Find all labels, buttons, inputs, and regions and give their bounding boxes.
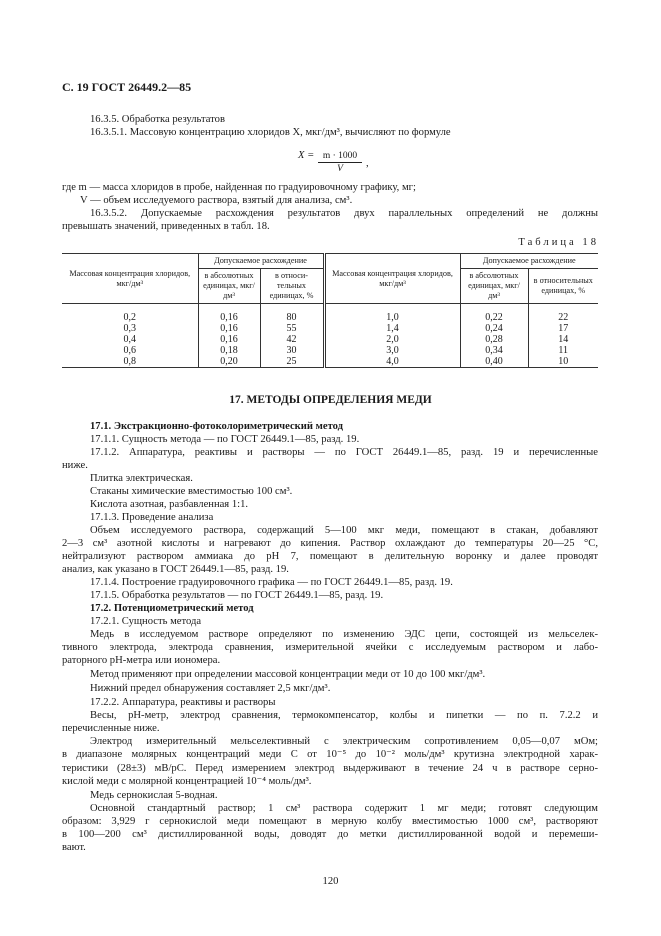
cell: 22 — [528, 304, 598, 324]
section-title-17: 17. МЕТОДЫ ОПРЕДЕЛЕНИЯ МЕДИ — [229, 394, 432, 406]
table-row — [62, 304, 598, 324]
cell: 55 — [260, 323, 324, 334]
paragraph-line: Электрод измерительный мельселективный с электрическим сопротивлением 0,05—0,07 мОм; — [90, 736, 598, 747]
paragraph-line: Основной стандартный раствор; 1 см³ раствора содержит 1 мг меди; готовят следующим — [90, 803, 598, 814]
col-header-concentration-left: Массовая концентрация хлоридов, мкг/дм³ — [62, 254, 198, 304]
paragraph-16-3-5-2-cont: превышать значений, приведенных в табл. 18. — [62, 221, 270, 232]
table-row — [62, 334, 598, 345]
cell: 1,4 — [324, 323, 460, 334]
cell: 0,20 — [198, 356, 260, 368]
cell: 0,18 — [198, 345, 260, 356]
cell: 0,6 — [62, 345, 198, 356]
cell: 80 — [260, 304, 324, 324]
paragraph-line: нейтрализуют раствором аммиака до рН 7, помещают в делительную воронку и далее проводят — [62, 551, 598, 562]
table-row — [62, 323, 598, 334]
where-v: V — объем исследуемого раствора, взятый для анализа, см³. — [80, 195, 353, 206]
page-number: 120 — [322, 876, 339, 887]
table-18 — [62, 253, 598, 368]
paragraph-line: анализ, как указано в ГОСТ 26449.1—85, разд. 19. — [62, 564, 289, 575]
paragraph-17-1-1: 17.1.1. Сущность метода — по ГОСТ 26449.1—85, разд. 19. — [90, 434, 360, 445]
cell: 0,22 — [460, 304, 528, 324]
paragraph-line: Медь в исследуемом растворе определяют по изменению ЭДС цепи, состоящей из мельселек- — [90, 629, 598, 640]
cell: 0,34 — [460, 345, 528, 356]
paragraph-line: 2—3 см³ азотной кислоты и нагревают до кипения. Раствор охлаждают до температуры 20—25 °С, — [62, 538, 598, 549]
table-row — [62, 356, 598, 368]
col-header-tolerance-right: Допускаемое расхождение — [460, 254, 598, 269]
page-header: С. 19 ГОСТ 26449.2—85 — [62, 80, 192, 94]
cell: 3,0 — [324, 345, 460, 356]
cell: 0,8 — [62, 356, 198, 368]
paragraph-17-1-4: 17.1.4. Построение градуировочного графика — по ГОСТ 26449.1—85, разд. 19. — [90, 577, 453, 588]
paragraph-line: вают. — [62, 842, 86, 853]
col-header-tolerance-left: Допускаемое расхождение — [198, 254, 324, 269]
col-header-absolute-right: в абсолютных единицах, мкг/дм³ — [460, 269, 528, 304]
cell: 4,0 — [324, 356, 460, 368]
cell: 42 — [260, 334, 324, 345]
heading-17-1: 17.1. Экстракционно-фотоколориметрический метод — [90, 421, 343, 432]
cell: 0,24 — [460, 323, 528, 334]
cell: 10 — [528, 356, 598, 368]
list-item: Медь сернокислая 5-водная. — [90, 790, 218, 801]
cell: 11 — [528, 345, 598, 356]
paragraph-line: в 100—200 см³ дистиллированной воды, доводят до метки дистиллированной водой и перемеши- — [62, 829, 598, 840]
cell: 0,16 — [198, 323, 260, 334]
paragraph-line: образом: 3,929 г сернокислой меди помещают в мерную колбу вместимостью 1000 см³, растворяют — [62, 816, 598, 827]
cell: 1,0 — [324, 304, 460, 324]
table-caption: Таблица 18 — [518, 237, 599, 248]
paragraph-17-1-2: 17.1.2. Аппаратура, реактивы и растворы — по ГОСТ 26449.1—85, разд. 19 и перечисленные — [90, 447, 598, 458]
cell: 0,16 — [198, 304, 260, 324]
paragraph-line: в диапазоне молярных концентраций меди C от 10⁻⁵ до 10⁻² моль/дм³ крутизна электродной харак- — [62, 749, 598, 760]
paragraph-17-2-1: 17.2.1. Сущность метода — [90, 616, 202, 627]
paragraph-16-3-5-2: 16.3.5.2. Допускаемые расхождения результатов двух параллельных определений не должны — [90, 208, 598, 219]
list-item: Стаканы химические вместимостью 100 см³. — [90, 486, 293, 497]
paragraph-17-2-2: 17.2.2. Аппаратура, реактивы и растворы — [90, 697, 276, 708]
formula-lhs: X = — [298, 150, 315, 161]
formula-numerator: m · 1000 — [318, 151, 362, 163]
formula-fraction — [318, 151, 362, 174]
cell: 25 — [260, 356, 324, 368]
paragraph-line: Объем исследуемого раствора, содержащий 5—100 мкг меди, помещают в стакан, добавляют — [90, 525, 598, 536]
cell: 0,16 — [198, 334, 260, 345]
table-row — [62, 345, 598, 356]
col-header-relative-right: в относительных единицах, % — [528, 269, 598, 304]
heading-17-2: 17.2. Потенциометрический метод — [90, 603, 254, 614]
cell: 0,4 — [62, 334, 198, 345]
paragraph-line: перечисленные ниже. — [62, 723, 160, 734]
where-m: где m — масса хлоридов в пробе, найденная по градуировочному графику, мг; — [62, 182, 416, 193]
col-header-relative-left: в относительных единицах, % — [260, 269, 324, 304]
paragraph-line: Весы, рН-метр, электрод сравнения, термокомпенсатор, колбы и пипетки — по п. 7.2.2 и — [90, 710, 598, 721]
paragraph-line: тивного электрода, электрода сравнения, измерительной ячейки с исследуемым раствором и лабо- — [62, 642, 598, 653]
paragraph-line: кислой меди с молярной концентрацией 10⁻⁴ моль/дм³. — [62, 776, 312, 787]
cell: 0,3 — [62, 323, 198, 334]
formula-tail: , — [366, 158, 369, 169]
cell: 14 — [528, 334, 598, 345]
cell: 17 — [528, 323, 598, 334]
paragraph-17-1-3: 17.1.3. Проведение анализа — [90, 512, 214, 523]
cell: 0,40 — [460, 356, 528, 368]
cell: 0,2 — [62, 304, 198, 324]
cell: 0,28 — [460, 334, 528, 345]
paragraph-17-1-2-cont: ниже. — [62, 460, 88, 471]
cell: 30 — [260, 345, 324, 356]
paragraph-16-3-5: 16.3.5. Обработка результатов — [90, 114, 225, 125]
paragraph-line: теристики (28±3) мВ/рС. Перед измерением электрод выдерживают в течение 24 ч в растворе серно- — [62, 763, 598, 774]
col-header-concentration-right: Массовая концентрация хлоридов, мкг/дм³ — [324, 254, 460, 304]
paragraph-line: раторного рН-метра или иономера. — [62, 655, 221, 666]
paragraph-17-1-5: 17.1.5. Обработка результатов — по ГОСТ 26449.1—85, разд. 19. — [90, 590, 384, 601]
col-header-absolute-left: в абсолютных единицах, мкг/дм³ — [198, 269, 260, 304]
list-item: Кислота азотная, разбавленная 1:1. — [90, 499, 249, 510]
list-item: Плитка электрическая. — [90, 473, 193, 484]
paragraph-line: Метод применяют при определении массовой концентрации меди от 10 до 100 мкг/дм³. — [90, 669, 486, 680]
paragraph-16-3-5-1: 16.3.5.1. Массовую концентрацию хлоридов X, мкг/дм³, вычисляют по формуле — [90, 127, 451, 138]
paragraph-line: Нижний предел обнаружения составляет 2,5 мкг/дм³. — [90, 683, 331, 694]
formula-denominator: V — [337, 164, 343, 174]
cell: 2,0 — [324, 334, 460, 345]
